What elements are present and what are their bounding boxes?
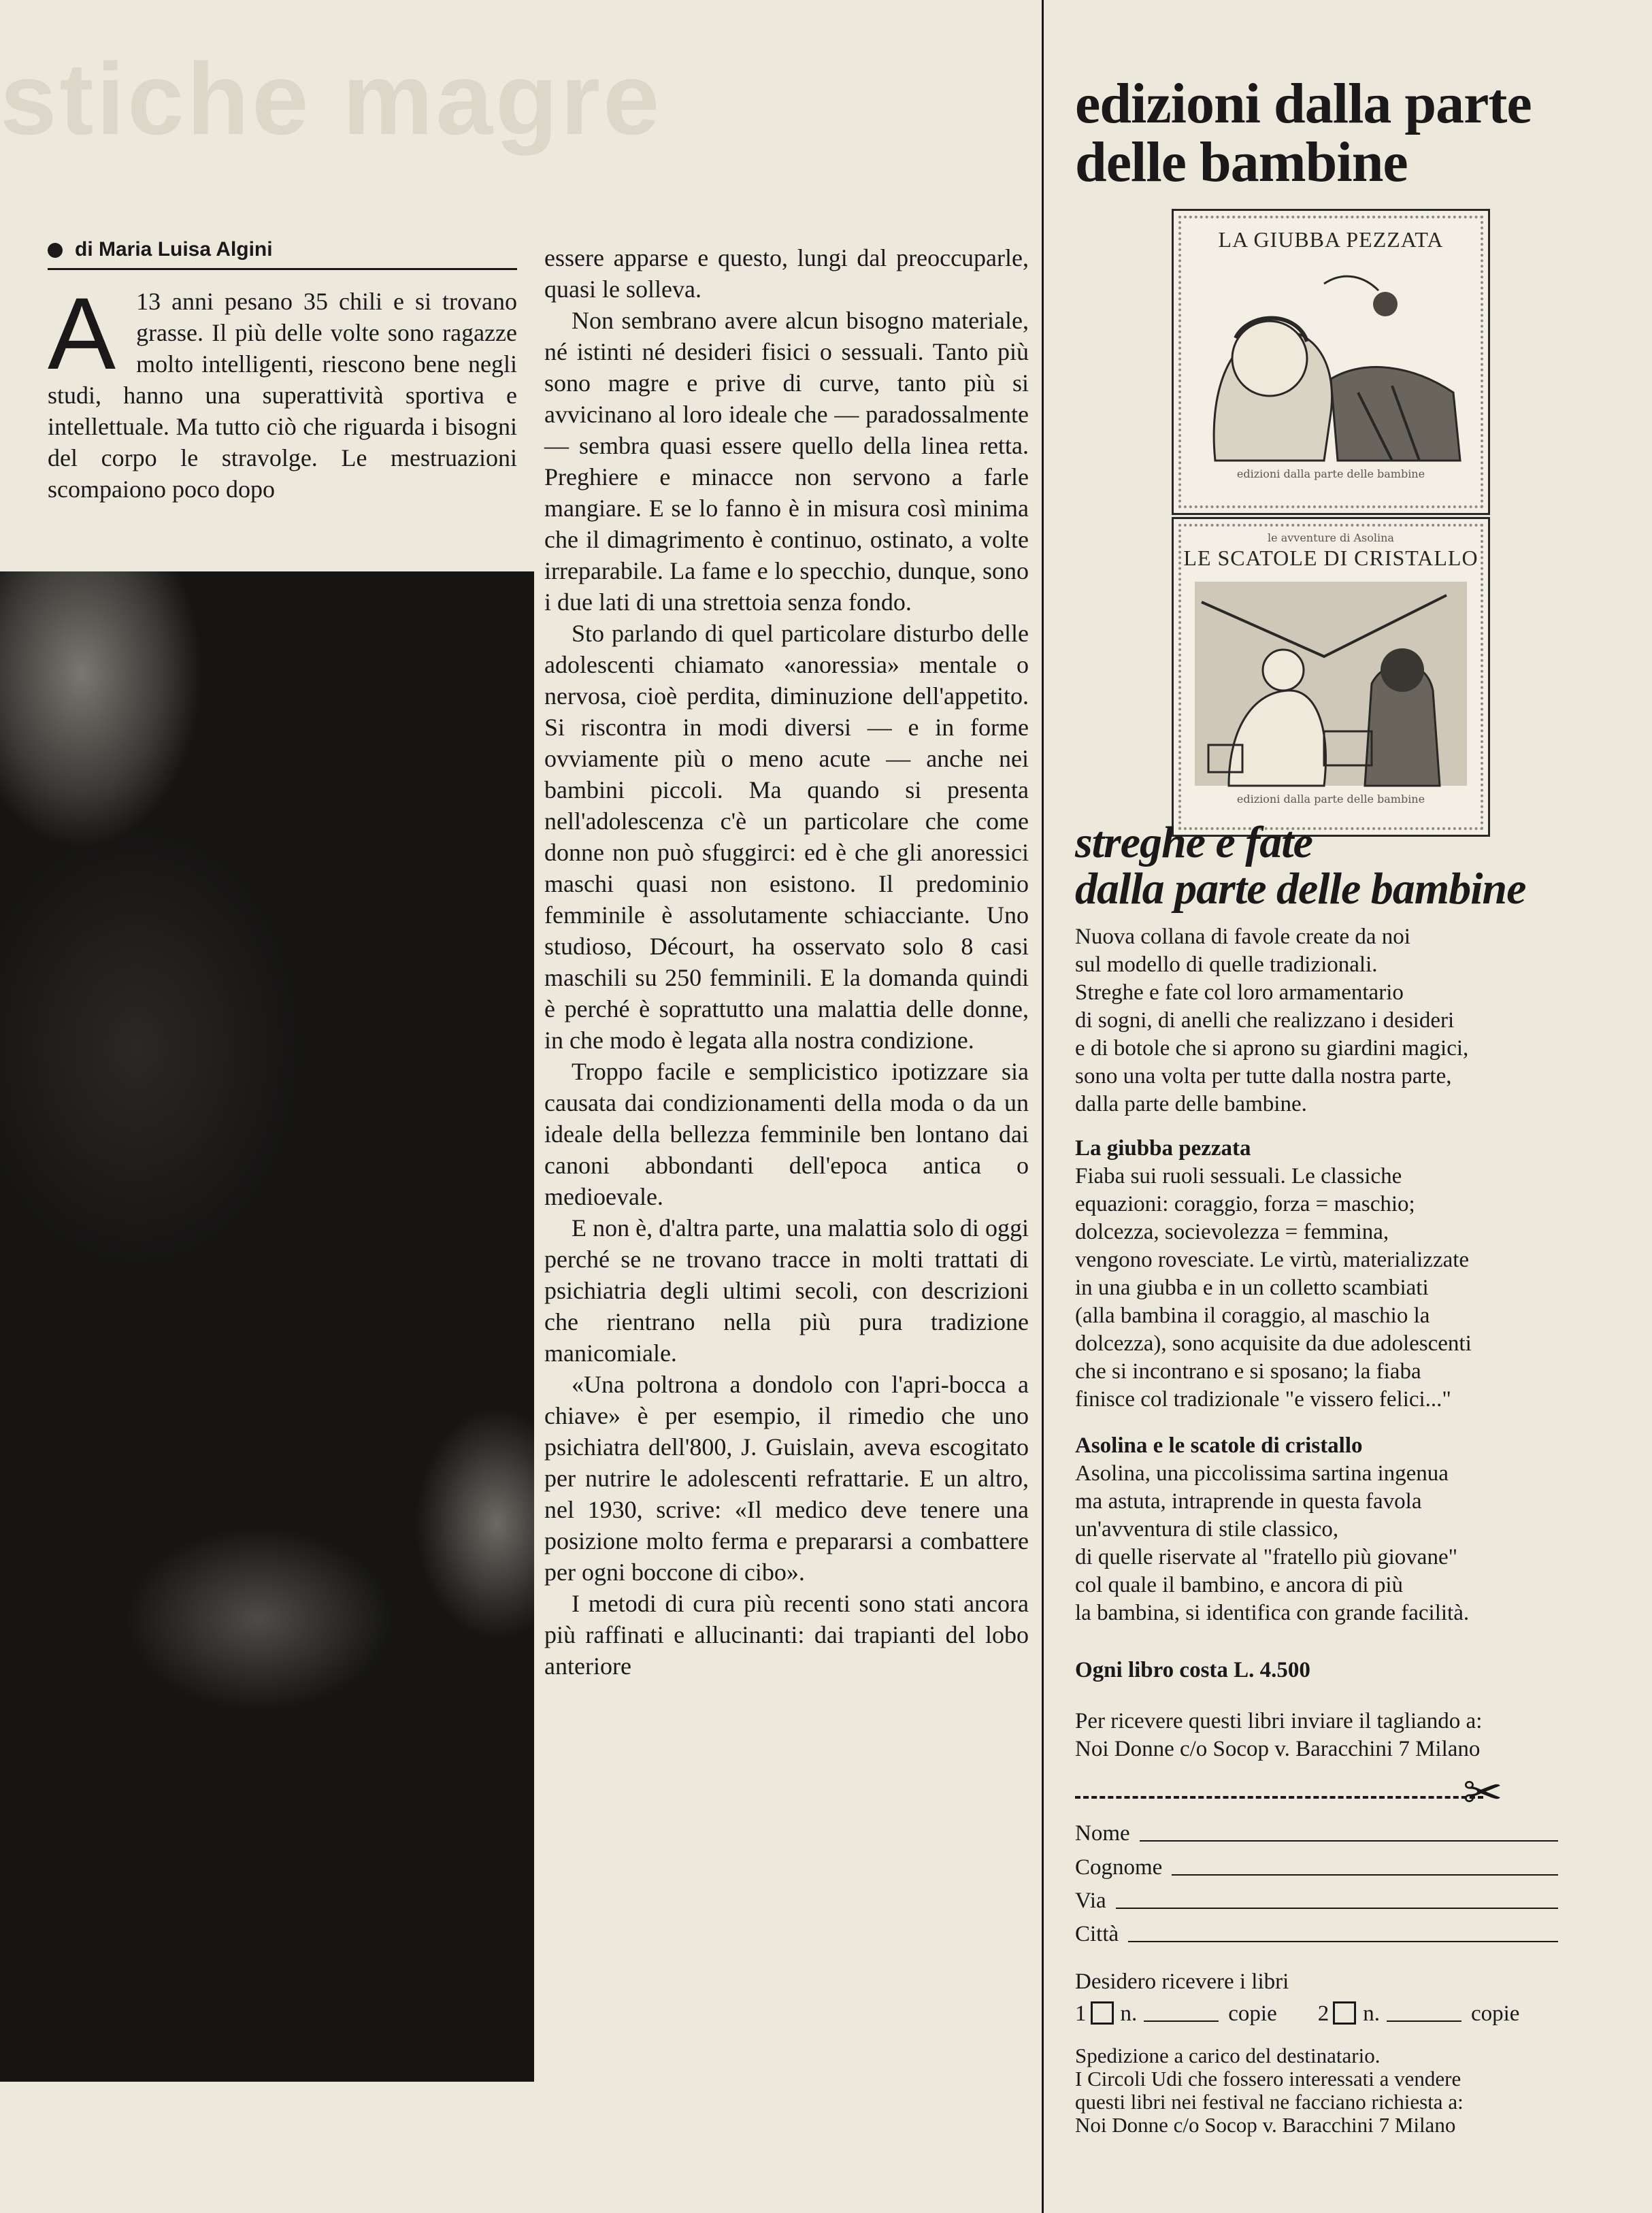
via-input-line[interactable] — [1116, 1908, 1558, 1909]
article-paragraph: I metodi di cura più recenti sono stati ancora più raffinati e allucinanti: dai trapianti del lobo anteriore — [544, 1590, 1029, 1680]
cover-publisher: edizioni dalla parte delle bambine — [1236, 793, 1425, 805]
option-number: 2 — [1317, 2001, 1329, 2026]
text-line: vengono rovesciate. Le virtù, materializzate — [1075, 1248, 1470, 1272]
book2-heading: Asolina e le scatole di cristallo — [1075, 1433, 1363, 1458]
tagline-line: streghe e fate — [1075, 818, 1312, 867]
article-paragraph: Non sembrano avere alcun bisogno materiale, né istinti né desideri fisici o sessuali. Tanto più sono magre e prive di curve, tanto più si avvicinano al loro ideale che — paradossalmente — sembra quasi essere quello della linea retta. Preghiere e minacce non servono a farle mangiare. E se lo fanno è in misura così minima che il dimagrimento è continuo, ostinato, a volte irreparabile. La fame e lo specchio, dunque, sono i due lati di una strettoia senza fondo. — [544, 307, 1029, 616]
ad-title-line: edizioni dalla parte — [1075, 72, 1532, 135]
book1-heading: La giubba pezzata — [1075, 1136, 1251, 1161]
cover-title: LE SCATOLE DI CRISTALLO — [1183, 546, 1478, 570]
byline-text: di Maria Luisa Algini — [75, 238, 273, 261]
bullet-icon — [48, 243, 63, 258]
cover-publisher: edizioni dalla parte delle bambine — [1236, 467, 1425, 480]
paragraph-text: 13 anni pesano 35 chili e si trovano grasse. Il più delle volte sono ragazze molto intelligenti, riescono bene negli studi, hanno una superattività sportiva e intellettuale. Ma tutto ciò che riguarda i bisogni del corpo le stravolge. Le mestruazioni scompaiono poco dopo — [48, 288, 517, 503]
text-line: Noi Donne c/o Socop v. Baracchini 7 Milano — [1075, 2113, 1456, 2137]
ad-title-line: delle bambine — [1075, 131, 1408, 194]
article-paragraph — [48, 276, 517, 505]
text-line: ma astuta, intraprende in questa favola — [1075, 1489, 1422, 1514]
cognome-field[interactable] — [1075, 1854, 1558, 1881]
tagline-line: dalla parte delle bambine — [1075, 864, 1526, 914]
copie-label: copie — [1228, 2001, 1277, 2026]
text-line: che si incontrano e si sposano; la fiaba — [1075, 1359, 1421, 1384]
nome-field[interactable] — [1075, 1820, 1558, 1847]
text-line: sono una volta per tutte dalla nostra parte, — [1075, 1064, 1452, 1088]
citta-input-line[interactable] — [1128, 1941, 1558, 1942]
article-photo — [0, 571, 534, 2082]
text-line: un'avventura di stile classico, — [1075, 1517, 1339, 1542]
field-label: Nome — [1075, 1821, 1130, 1846]
book-cover-scatole-di-cristallo — [1172, 517, 1490, 837]
text-line: I Circoli Udi che fossero interessati a vendere — [1075, 2067, 1461, 2091]
ad-tagline — [1075, 820, 1633, 912]
text-line: Fiaba sui ruoli sessuali. Le classiche — [1075, 1164, 1402, 1188]
article-column-2 — [544, 242, 1029, 1682]
background-headline: stiche magre — [0, 41, 663, 156]
drop-cap: A — [48, 276, 116, 390]
option1-checkbox[interactable] — [1091, 2001, 1114, 2025]
book1-description — [1075, 1135, 1626, 1414]
text-line: dalla parte delle bambine. — [1075, 1092, 1307, 1116]
article-column-1 — [48, 276, 517, 505]
article-paragraph: «Una poltrona a dondolo con l'apri-bocca a chiave» è per esempio, il rimedio che uno psichiatra dell'800, J. Guislain, aveva escogitato per nutrire le adolescenti refrattarie. E un altro, nel 1930, scrive: «Il medico deve tenere una posizione molto ferma e prepararsi a combattere per ogni boccone di cibo». — [544, 1371, 1029, 1586]
cover-illustration — [1188, 256, 1474, 467]
text-line: e di botole che si aprono su giardini magici, — [1075, 1036, 1469, 1061]
citta-field[interactable] — [1075, 1920, 1558, 1948]
text-line: sul modello di quelle tradizionali. — [1075, 952, 1378, 977]
text-line: dolcezza, socievolezza = femmina, — [1075, 1220, 1389, 1244]
text-line: Streghe e fate col loro armamentario — [1075, 980, 1404, 1005]
order-options — [1075, 2000, 1565, 2027]
option2-checkbox[interactable] — [1333, 2001, 1356, 2025]
option1-quantity-line[interactable] — [1144, 2020, 1219, 2022]
text-line: di quelle riservate al "fratello più giovane" — [1075, 1545, 1458, 1569]
option-number: 1 — [1075, 2001, 1087, 2026]
text-line: dolcezza), sono acquisite da due adolescenti — [1075, 1331, 1472, 1356]
text-line: Spedizione a carico del destinatario. — [1075, 2044, 1381, 2067]
book2-description — [1075, 1432, 1626, 1627]
text-line: Per ricevere questi libri inviare il tagliando a: — [1075, 1709, 1483, 1733]
text-line: Nuova collana di favole create da noi — [1075, 925, 1410, 949]
price: Ogni libro costa L. 4.500 — [1075, 1658, 1310, 1682]
send-instructions — [1075, 1708, 1626, 1763]
ad-title — [1075, 72, 1619, 194]
ad-intro — [1075, 923, 1626, 1118]
copie-label: copie — [1470, 2001, 1520, 2026]
article-paragraph: essere apparse e questo, lungi dal preoccuparle, quasi le solleva. — [544, 244, 1029, 303]
byline — [48, 238, 517, 270]
column-divider — [1042, 0, 1044, 2213]
n-label: n. — [1363, 2001, 1380, 2026]
field-label: Città — [1075, 1922, 1119, 1946]
text-line: col quale il bambino, e ancora di più — [1075, 1573, 1404, 1597]
article-paragraph: Sto parlando di quel particolare disturbo delle adolescenti chiamato «anoressia» mentale o nervosa, cioè perdita, diminuzione dell'appetito. Si riscontra in modi diversi — e in forme ovviamente più o meno acute — anche nei bambini piccoli. Ma quando si presenta nell'adolescenza c'è un particolare che come donne non può sfuggirci: ed è che gli anoressici maschi quasi non esistono. Il predominio femminile è assolutamente schiacciante. Uno studioso, Décourt, ha osservato solo 8 casi maschili su 250 femminili. E la domanda quindi è perché è soprattutto una malattia delle donne, in che modo è legata alla nostra condizione. — [544, 620, 1029, 1054]
text-line: Noi Donne c/o Socop v. Baracchini 7 Milano — [1075, 1737, 1481, 1761]
cognome-input-line[interactable] — [1172, 1874, 1558, 1876]
field-label: Cognome — [1075, 1855, 1163, 1880]
option2-quantity-line[interactable] — [1387, 2020, 1461, 2022]
text-line: Asolina, una piccolissima sartina ingenua — [1075, 1461, 1449, 1486]
ad-footer — [1075, 2044, 1626, 2137]
n-label: n. — [1120, 2001, 1138, 2026]
via-field[interactable] — [1075, 1887, 1558, 1914]
text-line: equazioni: coraggio, forza = maschio; — [1075, 1192, 1415, 1216]
text-line: finisce col tradizionale "e vissero felici..." — [1075, 1387, 1451, 1412]
nome-input-line[interactable] — [1140, 1840, 1558, 1842]
text-line: la bambina, si identifica con grande facilità. — [1075, 1601, 1470, 1625]
article-paragraph: Troppo facile e semplicistico ipotizzare sia causata dai condizionamenti della moda o da un ideale della bellezza femminile ben lontano dai canoni abbondanti dell'epoca antica o medioevale. — [544, 1058, 1029, 1210]
scissors-icon: ✂ — [1463, 1765, 1503, 1820]
text-line: in una giubba e in un colletto scambiati — [1075, 1276, 1429, 1300]
text-line: (alla bambina il coraggio, al maschio la — [1075, 1303, 1430, 1328]
book-cover-giubba-pezzata — [1172, 209, 1490, 515]
text-line: di sogni, di anelli che realizzano i desideri — [1075, 1008, 1455, 1033]
cover-series: le avventure di Asolina — [1268, 531, 1394, 544]
cover-title: LA GIUBBA PEZZATA — [1218, 227, 1444, 252]
field-label: Via — [1075, 1888, 1106, 1913]
text-line: questi libri nei festival ne facciano richiesta a: — [1075, 2090, 1464, 2114]
cover-illustration — [1188, 575, 1474, 793]
cut-line — [1075, 1796, 1483, 1799]
article-paragraph: E non è, d'altra parte, una malattia solo di oggi perché se ne trovano tracce in molti trattati di psichiatria degli ultimi secoli, con descrizioni che rientrano nella più pura tradizione manicomiale. — [544, 1214, 1029, 1367]
order-label: Desidero ricevere i libri — [1075, 1969, 1289, 1994]
